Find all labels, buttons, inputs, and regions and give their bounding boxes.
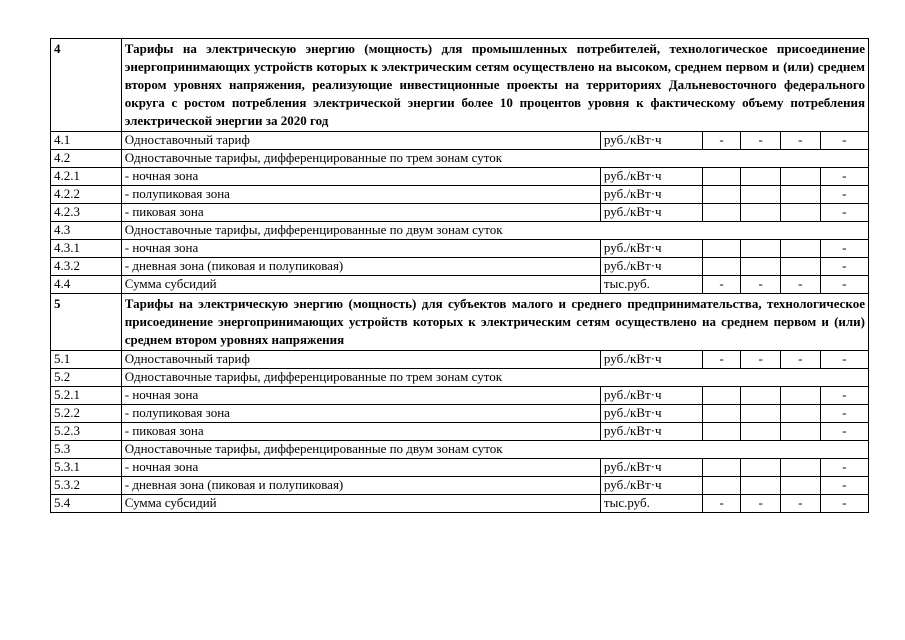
value-cell: - <box>780 351 820 369</box>
value-cell <box>780 405 820 423</box>
value-cell <box>702 459 741 477</box>
value-cell <box>780 186 820 204</box>
value-cell <box>741 168 781 186</box>
tariff-table <box>50 38 869 513</box>
row-number: 5.3 <box>51 441 122 459</box>
value-cell <box>780 423 820 441</box>
value-cell: - <box>702 132 741 150</box>
row-name: - ночная зона <box>121 459 600 477</box>
row-name: Одноставочный тариф <box>121 351 600 369</box>
row-number: 4.2.1 <box>51 168 122 186</box>
value-cell: - <box>820 459 868 477</box>
row-number: 4.2 <box>51 150 122 168</box>
row-name: Одноставочные тарифы, дифференцированные по трем зонам суток <box>121 150 868 168</box>
row-name: - полупиковая зона <box>121 186 600 204</box>
row-number: 4.3.1 <box>51 240 122 258</box>
table-row <box>51 369 869 387</box>
row-name: - ночная зона <box>121 387 600 405</box>
row-number: 4.2.3 <box>51 204 122 222</box>
row-name: - ночная зона <box>121 168 600 186</box>
row-number: 4.3 <box>51 222 122 240</box>
table-row <box>51 477 869 495</box>
value-cell: - <box>741 132 781 150</box>
value-cell: - <box>780 132 820 150</box>
value-cell: - <box>702 495 741 513</box>
value-cell <box>702 387 741 405</box>
table-row <box>51 240 869 258</box>
table-row <box>51 459 869 477</box>
row-unit: тыс.руб. <box>600 276 702 294</box>
section-title: Тарифы на электрическую энергию (мощность) для промышленных потребителей, технологическое присоединение энергопринимающих устройств которых к электрическим сетям осуществлено на высоком, среднем первом и (или) среднем втором уровнях напряжения, реализующие инвестиционные проекты на территориях Дальневосточного федерального округа с ростом потребления электрической энергии более 10 процентов уровня к фактическому объему потребления электрической энергии за 2020 год <box>121 39 868 132</box>
section-header-row <box>51 39 869 132</box>
value-cell: - <box>741 276 781 294</box>
table-row <box>51 405 869 423</box>
row-unit: руб./кВт·ч <box>600 459 702 477</box>
row-unit: руб./кВт·ч <box>600 405 702 423</box>
value-cell <box>702 258 741 276</box>
row-unit: руб./кВт·ч <box>600 168 702 186</box>
table-row <box>51 441 869 459</box>
row-unit: руб./кВт·ч <box>600 477 702 495</box>
value-cell <box>702 168 741 186</box>
row-number: 4.2.2 <box>51 186 122 204</box>
row-number: 5.3.2 <box>51 477 122 495</box>
value-cell <box>741 423 781 441</box>
tariff-table-body <box>51 39 869 513</box>
row-number: 5.2 <box>51 369 122 387</box>
value-cell: - <box>820 132 868 150</box>
value-cell <box>780 459 820 477</box>
row-name: - пиковая зона <box>121 423 600 441</box>
section-header-row <box>51 294 869 351</box>
value-cell: - <box>702 351 741 369</box>
value-cell: - <box>820 495 868 513</box>
row-unit: тыс.руб. <box>600 495 702 513</box>
value-cell <box>780 204 820 222</box>
table-row <box>51 423 869 441</box>
value-cell: - <box>741 351 781 369</box>
value-cell: - <box>820 240 868 258</box>
table-row <box>51 222 869 240</box>
value-cell <box>702 204 741 222</box>
row-number: 5.2.3 <box>51 423 122 441</box>
value-cell: - <box>820 477 868 495</box>
value-cell <box>780 168 820 186</box>
section-number: 5 <box>51 294 122 351</box>
value-cell <box>702 477 741 495</box>
section-title: Тарифы на электрическую энергию (мощность) для субъектов малого и среднего предпринимательства, технологическое присоединение энергопринимающих устройств которых к электрическим сетям осуществлено на среднем первом и (или) среднем втором уровнях напряжения <box>121 294 868 351</box>
row-name: - пиковая зона <box>121 204 600 222</box>
row-number: 5.3.1 <box>51 459 122 477</box>
row-name: - ночная зона <box>121 240 600 258</box>
value-cell: - <box>820 168 868 186</box>
value-cell <box>741 477 781 495</box>
value-cell <box>780 387 820 405</box>
value-cell <box>741 186 781 204</box>
row-name: - полупиковая зона <box>121 405 600 423</box>
value-cell <box>780 240 820 258</box>
row-number: 4.1 <box>51 132 122 150</box>
table-row <box>51 351 869 369</box>
row-unit: руб./кВт·ч <box>600 186 702 204</box>
row-name: - дневная зона (пиковая и полупиковая) <box>121 477 600 495</box>
value-cell <box>741 405 781 423</box>
row-unit: руб./кВт·ч <box>600 387 702 405</box>
table-row <box>51 258 869 276</box>
row-unit: руб./кВт·ч <box>600 258 702 276</box>
value-cell <box>741 204 781 222</box>
value-cell <box>741 240 781 258</box>
row-name: Одноставочные тарифы, дифференцированные по двум зонам суток <box>121 222 868 240</box>
row-name: Сумма субсидий <box>121 276 600 294</box>
row-name: Сумма субсидий <box>121 495 600 513</box>
table-row <box>51 495 869 513</box>
value-cell: - <box>820 405 868 423</box>
value-cell <box>702 405 741 423</box>
table-row <box>51 132 869 150</box>
value-cell: - <box>741 495 781 513</box>
row-number: 5.1 <box>51 351 122 369</box>
value-cell <box>741 387 781 405</box>
row-number: 5.2.1 <box>51 387 122 405</box>
section-number: 4 <box>51 39 122 132</box>
table-row <box>51 276 869 294</box>
table-row <box>51 204 869 222</box>
value-cell: - <box>820 423 868 441</box>
table-row <box>51 387 869 405</box>
value-cell <box>741 258 781 276</box>
value-cell <box>780 477 820 495</box>
value-cell: - <box>820 204 868 222</box>
row-unit: руб./кВт·ч <box>600 351 702 369</box>
row-unit: руб./кВт·ч <box>600 240 702 258</box>
value-cell: - <box>820 387 868 405</box>
row-number: 4.4 <box>51 276 122 294</box>
value-cell <box>702 186 741 204</box>
value-cell <box>780 258 820 276</box>
value-cell: - <box>702 276 741 294</box>
row-unit: руб./кВт·ч <box>600 204 702 222</box>
value-cell <box>702 423 741 441</box>
table-row <box>51 186 869 204</box>
row-unit: руб./кВт·ч <box>600 423 702 441</box>
row-name: Одноставочные тарифы, дифференцированные по трем зонам суток <box>121 369 868 387</box>
value-cell: - <box>780 276 820 294</box>
value-cell: - <box>820 258 868 276</box>
value-cell: - <box>820 351 868 369</box>
row-number: 4.3.2 <box>51 258 122 276</box>
value-cell: - <box>820 276 868 294</box>
row-unit: руб./кВт·ч <box>600 132 702 150</box>
row-name: Одноставочные тарифы, дифференцированные по двум зонам суток <box>121 441 868 459</box>
row-name: - дневная зона (пиковая и полупиковая) <box>121 258 600 276</box>
value-cell <box>741 459 781 477</box>
value-cell <box>702 240 741 258</box>
row-number: 5.2.2 <box>51 405 122 423</box>
table-row <box>51 150 869 168</box>
value-cell: - <box>780 495 820 513</box>
row-name: Одноставочный тариф <box>121 132 600 150</box>
table-row <box>51 168 869 186</box>
row-number: 5.4 <box>51 495 122 513</box>
value-cell: - <box>820 186 868 204</box>
